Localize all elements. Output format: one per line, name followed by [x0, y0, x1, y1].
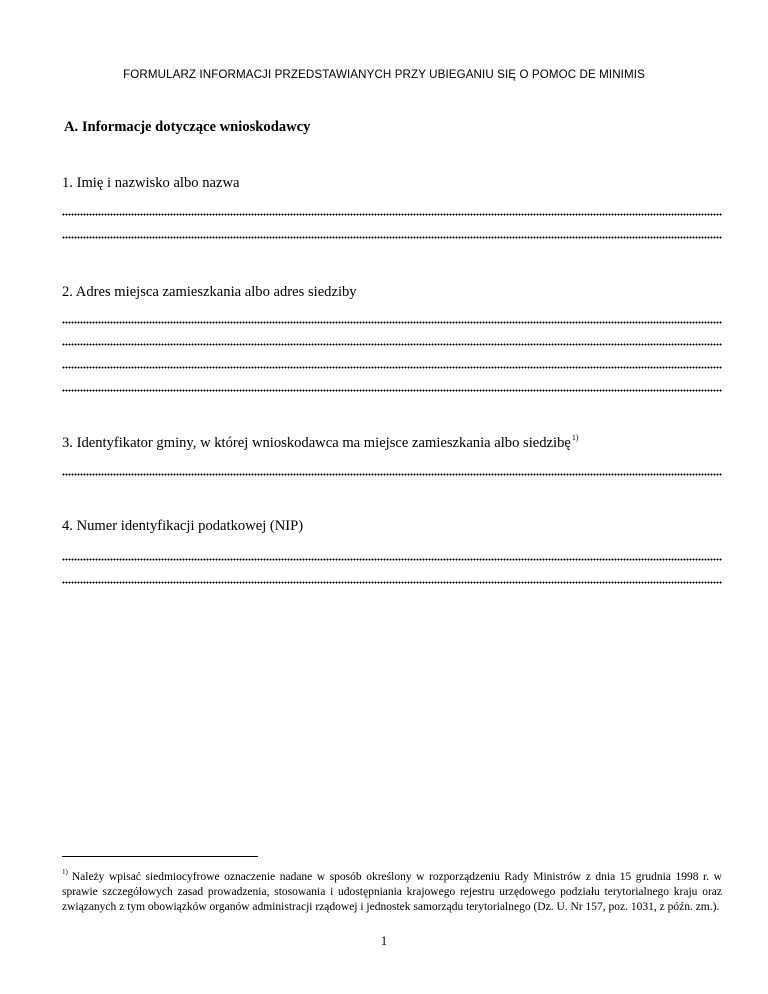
page-number: 1 [380, 934, 388, 948]
field-3-line-1[interactable] [62, 473, 722, 476]
field-4-label: 4. Numer identyfikacji podatkowej (NIP) [62, 518, 304, 534]
field-2-label: 2. Adres miejsca zamieszkania albo adres siedziby [62, 284, 357, 300]
field-3-label-text: 3. Identyfikator gminy, w której wnioskodawca ma miejsce zamieszkania albo siedzibę [62, 435, 571, 451]
field-1-label: 1. Imię i nazwisko albo nazwa [62, 175, 240, 191]
field-2-line-3[interactable] [62, 366, 722, 369]
field-4-line-2[interactable] [62, 581, 722, 584]
field-4-line-1[interactable] [62, 558, 722, 561]
section-a-title: A. Informacje dotyczące wnioskodawcy [64, 119, 311, 135]
form-title: FORMULARZ INFORMACJI PRZEDSTAWIANYCH PRZY UBIEGANIU SIĘ O POMOC DE MINIMIS [123, 68, 645, 81]
field-3-label [62, 433, 579, 452]
field-2-line-2[interactable] [62, 343, 722, 346]
footnote-marker: 1) [62, 868, 68, 876]
field-1-line-2[interactable] [62, 236, 722, 239]
footnote [62, 865, 722, 915]
field-1-line-1[interactable] [62, 213, 722, 216]
field-2-line-4[interactable] [62, 389, 722, 392]
field-2-line-1[interactable] [62, 321, 722, 324]
footnote-ref-1: 1) [571, 433, 579, 442]
footnote-separator [62, 856, 258, 857]
footnote-text: Należy wpisać siedmiocyfrowe oznaczenie nadane w sposób określony w rozporządzeniu Rady Ministrów z dnia 15 grudnia 1998 r. w sprawie szczegółowych zasad prowadzenia, stosowania i udostępniania krajowego rejestru urzędowego podziału terytorialnego kraju oraz związanych z tym obowiązków organów administracji rządowej i jednostek samorządu terytorialnego (Dz. U. Nr 157, poz. 1031, z późn. zm.). [62, 871, 722, 913]
